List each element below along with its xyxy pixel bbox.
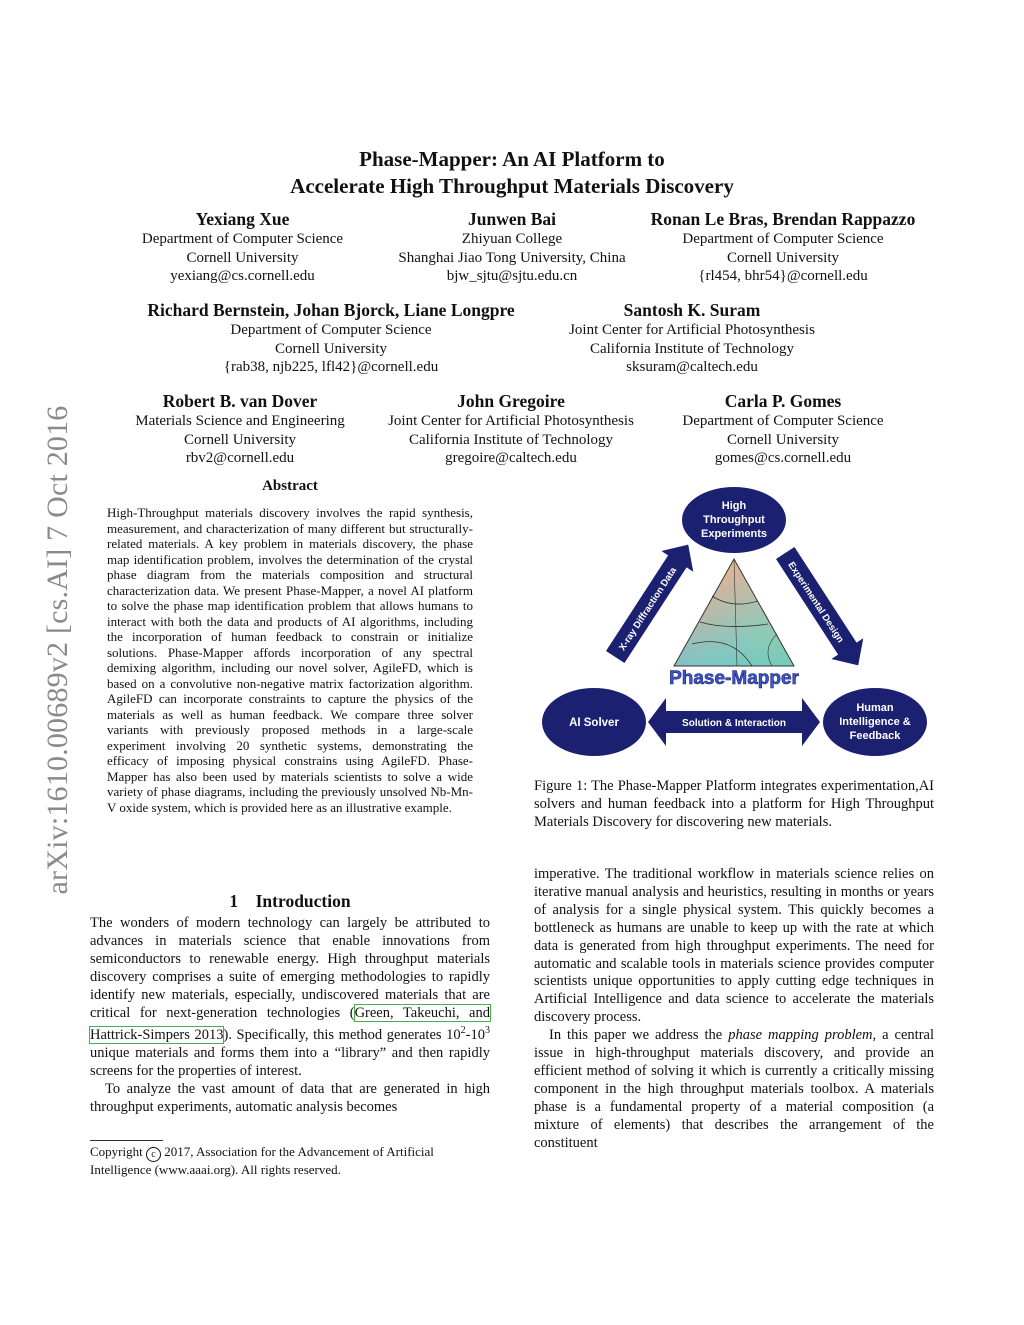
footnote-text: 2017, Association for the Advancement of Artificial Intelligence (www.aaai.org). All rights reserved. [90, 1144, 434, 1177]
arrow-label: Solution & Interaction [682, 718, 786, 729]
copyright-symbol: c [146, 1147, 161, 1162]
author-affiliation: Department of Computer Science [141, 231, 344, 247]
phase-mapper-label: Phase-Mapper [669, 668, 799, 689]
author-email: sksuram@caltech.edu [626, 359, 758, 375]
node-label: Throughput [703, 514, 765, 526]
author-block-vandover [115, 391, 365, 468]
author-name: Ronan Le Bras, Brendan Rappazzo [650, 209, 916, 229]
node-label: Feedback [849, 730, 901, 742]
author-email: yexiang@cs.cornell.edu [170, 268, 315, 284]
node-label: AI Solver [569, 717, 619, 729]
footnote-rule [90, 1140, 163, 1141]
author-institution: Cornell University [186, 249, 299, 266]
title-line-1: Phase-Mapper: An AI Platform to [359, 147, 665, 171]
author-institution: California Institute of Technology [408, 431, 614, 448]
node-label: Human [856, 702, 894, 714]
author-name: Richard Bernstein, Johan Bjorck, Liane Longpre [147, 300, 515, 320]
node-label: High [721, 500, 747, 512]
author-block-lebras [628, 209, 938, 286]
section-title: Introduction [255, 891, 351, 911]
ternary-phase-diagram [674, 559, 794, 666]
author-email: gregoire@caltech.edu [445, 450, 577, 466]
author-name: John Gregoire [457, 391, 565, 411]
author-name: Carla P. Gomes [724, 391, 842, 411]
author-name: Junwen Bai [467, 209, 556, 229]
section-heading-introduction [90, 891, 490, 912]
paragraph-text: In this paper we address the [549, 1027, 729, 1044]
introduction-body [90, 915, 490, 1117]
paper-title [0, 146, 1024, 200]
phase-mapper-figure [532, 484, 936, 774]
emphasis-phase-mapping-problem: phase mapping problem [728, 1027, 873, 1044]
copyright-footnote [90, 1144, 490, 1179]
author-name: Robert B. van Dover [162, 391, 318, 411]
author-email: gomes@cs.cornell.edu [714, 450, 852, 466]
arrow-solution-interaction [648, 698, 820, 746]
intro-text: ). Specifically, this method generates 10 [223, 1027, 461, 1044]
abstract-heading: Abstract [262, 478, 318, 494]
figure-1-caption: Figure 1: The Phase-Mapper Platform integrates experimentation,AI solvers and human feedback into a platform for High Throughput Materials Discovery for discovering new materials. [534, 778, 934, 830]
section-number: 1 [229, 891, 239, 911]
author-affiliation: Department of Computer Science [230, 322, 432, 338]
author-block-suram [552, 300, 832, 377]
author-affiliation: Joint Center for Artificial Photosynthesis [569, 322, 815, 338]
arrow-label: X-ray Diffraction Data [617, 565, 680, 653]
author-name: Santosh K. Suram [623, 300, 761, 320]
node-label: Experiments [700, 528, 768, 540]
author-email: {rab38, njb225, lfl42}@cornell.edu [223, 359, 439, 375]
author-affiliation: Materials Science and Engineering [135, 413, 345, 429]
author-affiliation: Zhiyuan College [461, 231, 563, 247]
author-block-gomes [660, 391, 906, 468]
citation-link[interactable]: Green, Takeuchi, and Hattrick-Simpers 2013 [90, 1004, 490, 1044]
intro-paragraph-2: To analyze the vast amount of data that are generated in high throughput experiments, automatic analysis becomes [90, 1080, 490, 1115]
author-block-bai [372, 209, 652, 286]
author-block-bernstein [110, 300, 552, 377]
node-label: Intelligence & [839, 716, 911, 728]
right-paragraph-1: imperative. The traditional workflow in materials science relies on iterative manual analysis and heuristics, resulting in months or years of analysis for a single physical system. This quickly becomes a bottleneck as humans are unable to keep up with the rate at which data is generated from high throughput experiments. The need for automatic and scalable tools in materials science provides computer scientists unique opportunities to apply cutting edge techniques in Artificial Intelligence and data science to accelerate the materials discovery process. [534, 866, 934, 1026]
author-affiliation: Joint Center for Artificial Photosynthesis [388, 413, 634, 429]
superscript: 3 [485, 1025, 490, 1037]
author-block-gregoire [366, 391, 656, 468]
paragraph-text: , a central issue in high-throughput materials discovery, and provide an efficient method of solving it which is currently a critically missing component in the high throughput materials toolbox. A materials phase is a fundamental property of a material composition (a mixture of elements) that describes the arrangement of the constituent [534, 1027, 934, 1151]
author-email: {rl454, bhr54}@cornell.edu [698, 268, 868, 284]
intro-paragraph-1 [90, 915, 490, 1081]
superscript: 2 [460, 1025, 466, 1037]
author-affiliation: Department of Computer Science [682, 413, 884, 429]
author-institution: California Institute of Technology [589, 340, 795, 357]
author-affiliation: Department of Computer Science [682, 231, 884, 247]
right-column-body [534, 866, 934, 1153]
author-institution: Cornell University [726, 431, 840, 448]
footnote-text: Copyright [90, 1144, 146, 1159]
title-line-2: Accelerate High Throughput Materials Discovery [290, 174, 734, 198]
author-email: bjw_sjtu@sjtu.edu.cn [446, 268, 578, 284]
abstract-text: High-Throughput materials discovery involves the rapid synthesis, measurement, and characterization of many different but structurally-related materials. A key problem in materials discovery, the phase map identification problem, involves the determination of the crystal phase diagram from the materials composition and structural characterization data. We present Phase-Mapper, a novel AI platform to solve the phase map identification problem that allows humans to interact with both the data and products of AI algorithms, including the incorporation of human feedback to constrain or initialize solutions. Phase-Mapper affords incorporation of any spectral demixing algorithm, including our novel solver, AgileFD, which is based on a convolutive non-negative matrix factorization algorithm. AgileFD can incorporate constraints to capture the physics of the materials as well as human feedback. We compare three solver variants with previously proposed methods in a large-scale experiment involving 20 synthetic systems, demonstrating the efficacy of imposing physical constrains using AgileFD. Phase-Mapper has also been used by materials scientists to solve a wide variety of phase diagrams, including the previously unsolved Nb-Mn-V oxide system, which is provided here as an illustrative example. [107, 505, 473, 815]
author-institution: Cornell University [274, 340, 388, 357]
right-paragraph-2 [534, 1027, 934, 1152]
author-institution: Cornell University [183, 431, 297, 448]
intro-text: unique materials and forms them into a “library” and then rapidly screens for the properties of interest. [90, 1045, 490, 1080]
author-name: Yexiang Xue [195, 209, 290, 229]
intro-text: -10 [465, 1027, 485, 1044]
arrow-label: Experimental Design [785, 560, 846, 645]
author-institution: Cornell University [726, 249, 840, 266]
author-institution: Shanghai Jiao Tong University, China [398, 249, 626, 266]
intro-text: The wonders of modern technology can largely be attributed to advances in materials science that enable innovations from semiconductors to renewable energy. High throughput materials discovery comprises a suite of emerging methodologies to rapidly identify new materials, especially, undiscovered materials that are critical for next-generation technologies ( [90, 915, 490, 1021]
arxiv-identifier: arXiv:1610.00689v2 [cs.AI] 7 Oct 2016 [41, 405, 74, 895]
author-email: rbv2@cornell.edu [185, 450, 295, 466]
author-block-xue [110, 209, 375, 286]
